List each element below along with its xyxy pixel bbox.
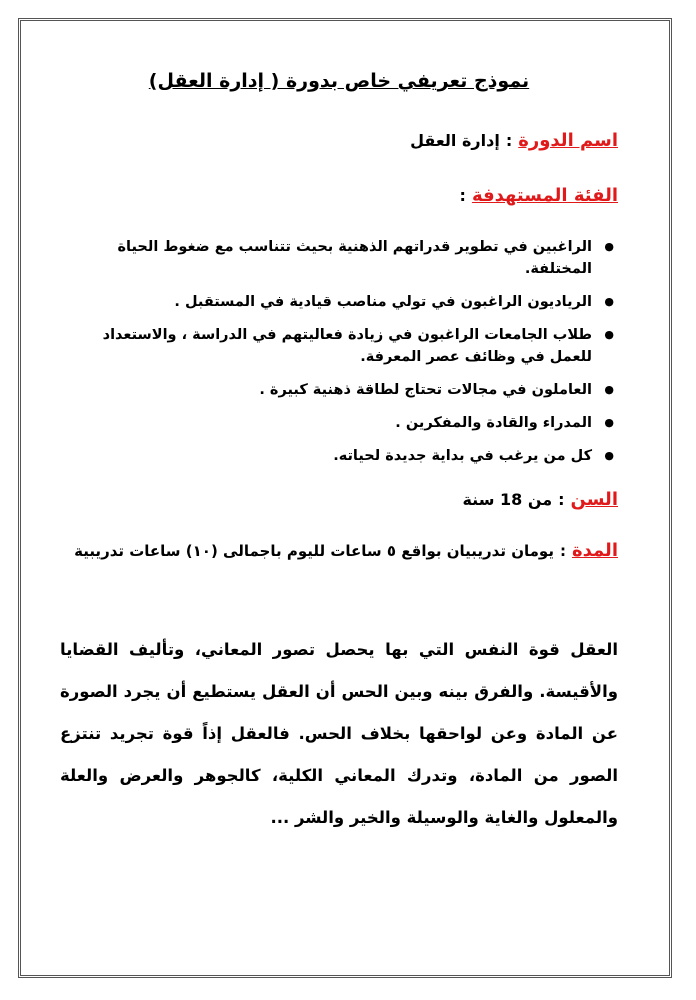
- document-content: [60, 70, 618, 839]
- course-name-label: اسم الدورة: [518, 130, 618, 151]
- list-item: ● المدراء والقادة والمفكرين .: [60, 412, 592, 434]
- duration-label: المدة: [571, 540, 618, 561]
- age-label: السن: [570, 489, 618, 510]
- course-name-colon: :: [505, 131, 513, 150]
- target-audience-heading: [60, 185, 618, 206]
- list-item: ● طلاب الجامعات الراغبون في زيادة فعاليتهم في الدراسة ، والاستعداد للعمل في وظائف عصر المعرفة.: [60, 324, 592, 368]
- definition-paragraph: العقل قوة النفس التي بها يحصل تصور المعاني، وتأليف القضايا والأقيسة. والفرق بينه وبين الحس أن العقل يستطيع أن يجرد الصورة عن المادة وعن لواحقها بخلاف الحس. فالعقل إذاً قوة تجريد تنتزع الصور من المادة، وتدرك المعاني الكلية، كالجوهر والعرض والعلة والمعلول والغاية والوسيلة والخير والشر ...: [60, 640, 618, 827]
- target-audience-label: الفئة المستهدفة: [471, 185, 618, 206]
- list-item: ● الراغبين في تطوير قدراتهم الذهنية بحيث تتناسب مع ضغوط الحياة المختلفة.: [60, 236, 592, 280]
- age-value: من 18 سنة: [462, 490, 553, 509]
- duration-row: [60, 540, 618, 561]
- age-row: [60, 489, 618, 510]
- list-item: ● العاملون في مجالات تحتاج لطاقة ذهنية كبيرة .: [60, 379, 592, 401]
- list-item: ● كل من يرغب في بداية جديدة لحياته.: [60, 445, 592, 467]
- duration-colon: :: [559, 542, 566, 560]
- list-item: ● الرياديون الراغبون في تولي مناصب قيادية في المستقبل .: [60, 291, 592, 313]
- target-audience-colon: :: [459, 186, 466, 205]
- course-name-row: [60, 130, 618, 151]
- course-name-value: إدارة العقل: [410, 131, 500, 150]
- document-title: نموذج تعريفي خاص بدورة ( إدارة العقل): [148, 70, 530, 92]
- duration-value: يومان تدريبيان بواقع ٥ ساعات لليوم باجمالى (١٠) ساعات تدريبية: [74, 542, 554, 560]
- age-colon: :: [558, 490, 565, 509]
- target-audience-list: [60, 236, 618, 467]
